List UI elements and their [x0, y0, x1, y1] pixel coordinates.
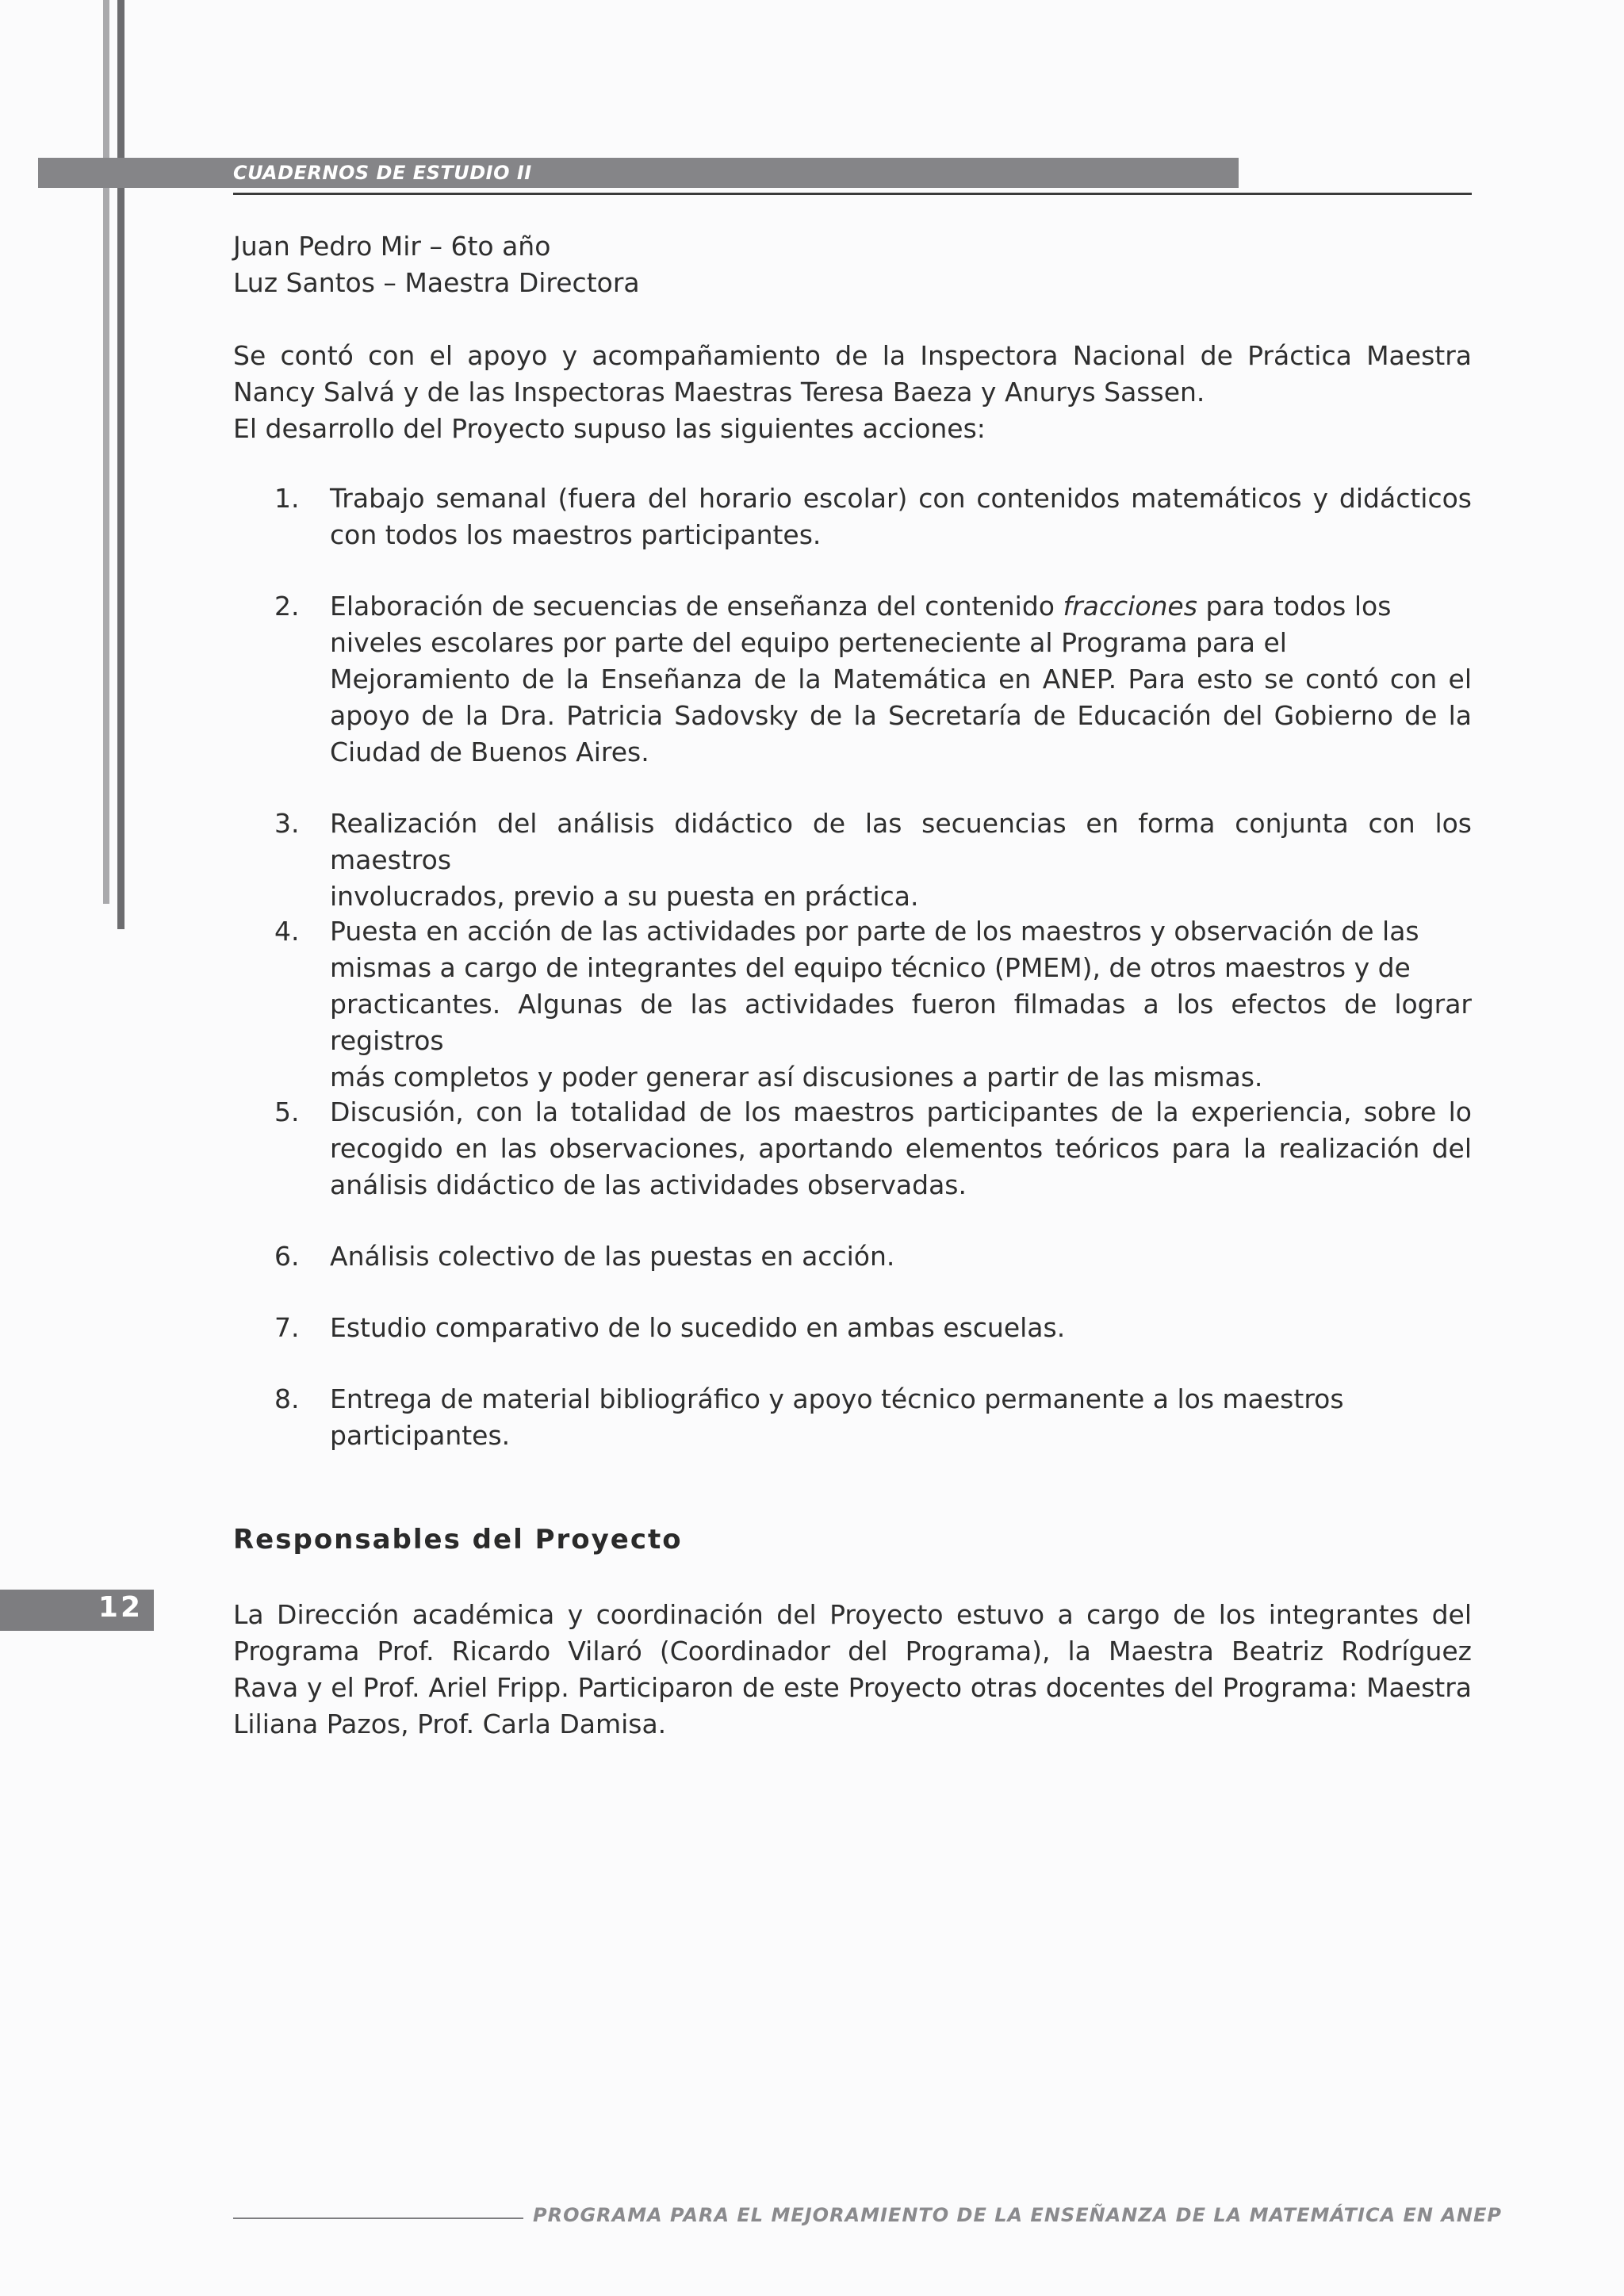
list-line: Mejoramiento de la Enseñanza de la Matemática en ANEP. Para esto se contó con el — [330, 664, 1472, 695]
list-line: mismas a cargo de integrantes del equipo técnico (PMEM), de otros maestros y de — [330, 952, 1411, 983]
header-rule — [233, 193, 1472, 195]
list-line-text: para todos los — [1205, 591, 1392, 622]
paragraph-line: Se contó con el apoyo y acompañamiento de la Inspectora Nacional de Práctica Maestra — [233, 340, 1472, 371]
list-number: 2. — [274, 591, 300, 622]
list-line: Análisis colectivo de las puestas en acción. — [330, 1241, 895, 1272]
list-line: Trabajo semanal (fuera del horario escolar) con contenidos matemáticos y didácticos — [330, 483, 1472, 514]
list-item-text — [330, 480, 1472, 553]
paragraph-line: Programa Prof. Ricardo Vilaró (Coordinador del Programa), la Maestra Beatriz Rodríguez — [233, 1636, 1472, 1667]
list-number: 1. — [274, 483, 300, 514]
list-item-text — [330, 1094, 1472, 1203]
running-header: CUADERNOS DE ESTUDIO II — [233, 162, 532, 184]
italic-term: fracciones — [1063, 591, 1197, 622]
paragraph-line: El desarrollo del Proyecto supuso las siguientes acciones: — [233, 413, 986, 444]
paragraph-line: Nancy Salvá y de las Inspectoras Maestras Teresa Baeza y Anurys Sassen. — [233, 377, 1205, 408]
list-number: 6. — [274, 1241, 300, 1272]
intro-paragraph — [233, 338, 1472, 447]
list-line — [330, 588, 1472, 625]
list-number: 8. — [274, 1383, 300, 1414]
list-line-text: Elaboración de secuencias de enseñanza del contenido — [330, 591, 1055, 622]
list-line: practicantes. Algunas de las actividades fueron filmadas a los efectos de lograr registros — [330, 989, 1472, 1056]
list-number: 4. — [274, 916, 300, 947]
paragraph-line: Liliana Pazos, Prof. Carla Damisa. — [233, 1709, 667, 1739]
list-number: 7. — [274, 1312, 300, 1343]
section-heading: Responsables del Proyecto — [233, 1524, 683, 1556]
decorative-vertical-bar-thin — [103, 0, 109, 904]
list-line: apoyo de la Dra. Patricia Sadovsky de la Secretaría de Educación del Gobierno de la — [330, 700, 1472, 731]
list-line: Discusión, con la totalidad de los maestros participantes de la experiencia, sobre lo — [330, 1096, 1472, 1127]
list-line: Estudio comparativo de lo sucedido en ambas escuelas. — [330, 1312, 1066, 1343]
list-number: 3. — [274, 808, 300, 839]
list-line: con todos los maestros participantes. — [330, 519, 822, 550]
footer-rule — [233, 2218, 523, 2219]
list-line: Puesta en acción de las actividades por parte de los maestros y observación de las — [330, 916, 1419, 947]
participant-line: Juan Pedro Mir – 6to año — [233, 231, 551, 262]
list-item-text — [330, 806, 1472, 915]
participants-block — [233, 228, 1472, 301]
participant-line: Luz Santos – Maestra Directora — [233, 267, 640, 298]
list-line: análisis didáctico de las actividades observadas. — [330, 1169, 967, 1200]
running-footer: PROGRAMA PARA EL MEJORAMIENTO DE LA ENSEÑANZA DE LA MATEMÁTICA EN ANEP — [533, 2204, 1502, 2226]
list-item-text — [330, 1381, 1472, 1454]
list-line: participantes. — [330, 1420, 511, 1451]
list-line: Entrega de material bibliográfico y apoyo técnico permanente a los maestros — [330, 1383, 1344, 1414]
list-line: recogido en las observaciones, aportando elementos teóricos para la realización del — [330, 1133, 1472, 1164]
section-paragraph — [233, 1597, 1472, 1743]
decorative-vertical-bar-thick — [117, 0, 124, 929]
list-line: Ciudad de Buenos Aires. — [330, 737, 649, 767]
page-number: 12 — [98, 1591, 143, 1624]
list-item-text — [330, 913, 1472, 1096]
list-item-text — [330, 588, 1472, 771]
list-line: involucrados, previo a su puesta en práctica. — [330, 881, 919, 912]
paragraph-line: La Dirección académica y coordinación del Proyecto estuvo a cargo de los integrantes del — [233, 1599, 1472, 1630]
list-number: 5. — [274, 1096, 300, 1127]
list-line: niveles escolares por parte del equipo perteneciente al Programa para el — [330, 627, 1287, 658]
list-item-text — [330, 1310, 1472, 1346]
list-line: más completos y poder generar así discusiones a partir de las mismas. — [330, 1062, 1263, 1093]
paragraph-line: Rava y el Prof. Ariel Fripp. Participaron de este Proyecto otras docentes del Programa: Maestra — [233, 1672, 1472, 1703]
header-band — [38, 158, 1239, 188]
list-item-text — [330, 1238, 1472, 1275]
list-line: Realización del análisis didáctico de las secuencias en forma conjunta con los maestros — [330, 808, 1472, 875]
